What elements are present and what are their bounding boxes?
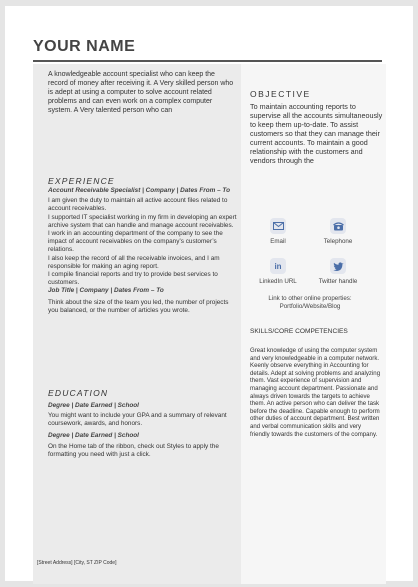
- job1-line: I work in an accounting department of the company to see the impact of account receivables on the company’s customer’s relations.: [48, 230, 223, 254]
- email-icon: [270, 218, 286, 234]
- online-links-text: Link to other online properties: Portfolio/Website/Blog: [268, 295, 352, 310]
- resume-name: YOUR NAME: [33, 38, 136, 55]
- job1-line: I am given the duty to maintain all active account files related to account receivables.: [48, 197, 228, 213]
- linkedin-label: LinkedIn URL: [259, 278, 297, 285]
- contact-email[interactable]: [248, 218, 308, 245]
- experience-title: EXPERIENCE: [48, 176, 115, 186]
- degree1-text: You might want to include your GPA and a summary of relevant coursework, awards, and honors.: [48, 412, 227, 428]
- experience-block: [48, 187, 238, 315]
- email-label: Email: [270, 238, 286, 245]
- job2-text: Think about the size of the team you led, the number of projects you balanced, or the number of articles you wrote.: [48, 298, 229, 314]
- contact-telephone[interactable]: [308, 218, 368, 245]
- job2-heading: Job Title | Company | Dates From – To: [48, 287, 164, 295]
- contact-linkedin[interactable]: [248, 258, 308, 285]
- linkedin-icon: in: [270, 258, 286, 274]
- job1-line: I supported IT specialist working in my firm in developing an expert archive system that can handle and manage account receivables.: [48, 213, 237, 229]
- contact-twitter[interactable]: [308, 258, 368, 285]
- twitter-label: Twitter handle: [318, 278, 358, 285]
- degree2-text: On the Home tab of the ribbon, check out Styles to apply the formatting you need with just a click.: [48, 442, 219, 459]
- degree1-heading: Degree | Date Earned | School: [48, 402, 139, 409]
- education-title: EDUCATION: [48, 388, 109, 398]
- objective-text: To maintain accounting reports to supervise all the accounts simultaneously to keep them up-to-date. To assist customers so that they can manage their current accounts. To maintain a good relationship with the customers and vendors through the: [250, 102, 383, 165]
- summary-text: A knowledgeable account specialist who can keep the record of money after receiving it. A Very skilled person who is adept at using a computer to solve account related problems and can even work on a complex computer system. A Very talented person who can: [48, 71, 234, 114]
- left-panel: [33, 64, 241, 584]
- education-block: [48, 402, 238, 459]
- telephone-label: Telephone: [323, 238, 353, 245]
- job1-heading: Account Receivable Specialist | Company | Dates From – To: [48, 187, 230, 194]
- twitter-icon: [330, 258, 346, 274]
- job1-line: I compile financial reports and try to provide best services to customers.: [48, 271, 218, 287]
- skills-title: SKILLS/CORE COMPETENCIES: [250, 328, 348, 335]
- footer-address: [Street Address] [City, ST ZIP Code]: [37, 560, 117, 566]
- objective-title: OBJECTIVE: [250, 89, 311, 99]
- skills-text: Great knowledge of using the computer system and very knowledgeable in a computer network. Keenly observe everything in Accounting for details. Adept at solving problems and analyzing them. Vast experience of supervision and managing account department. Passionate and always driven towards the targets to achieve them. An active person who can deliver the task before the deadline. Capable enough to perform other duties of account department. Best written and verbal communication skills and very friendly towards the customers of the company.: [250, 347, 381, 438]
- title-rule: [33, 60, 382, 62]
- telephone-icon: [330, 218, 346, 234]
- job1-line: I also keep the record of all the receivable invoices, and I am responsible for making an aging report.: [48, 254, 220, 270]
- degree2-heading: Degree | Date Earned | School: [48, 431, 139, 439]
